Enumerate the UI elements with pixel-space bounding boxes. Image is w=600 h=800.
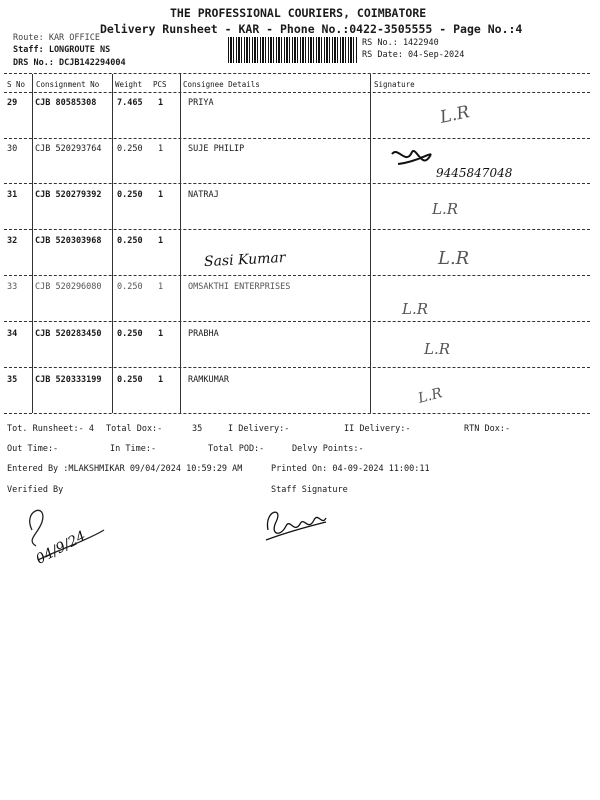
company-title: THE PROFESSIONAL COURIERS, COIMBATORE bbox=[170, 6, 427, 20]
handwritten-name: Sasi Kumar bbox=[203, 249, 286, 271]
row-sno: 33 bbox=[7, 282, 18, 292]
runsheet-title: Delivery Runsheet - KAR - Phone No.:0422-3505555 - Page No.:4 bbox=[100, 22, 523, 36]
row-sno: 30 bbox=[7, 144, 18, 154]
row-sno: 29 bbox=[7, 98, 18, 108]
delvy-points: Delvy Points:- bbox=[292, 444, 364, 454]
route-label: Route: KAR OFFICE bbox=[13, 33, 100, 43]
row-rule bbox=[4, 275, 590, 276]
row-sno: 35 bbox=[7, 375, 18, 385]
out-time: Out Time:- bbox=[7, 444, 59, 454]
row-rule bbox=[4, 183, 590, 184]
col-divider bbox=[112, 74, 113, 413]
row-weight: 0.250 bbox=[117, 329, 143, 339]
col-divider bbox=[370, 74, 371, 413]
total-pod: Total POD:- bbox=[208, 444, 265, 454]
row-weight: 0.250 bbox=[117, 190, 143, 200]
row-pcs: 1 bbox=[158, 236, 164, 246]
tot-runsheet: Tot. Runsheet:- 4 bbox=[7, 424, 94, 434]
row-pcs: 1 bbox=[158, 190, 164, 200]
total-dox-label: Total Dox:- bbox=[106, 424, 163, 434]
row-consignee: NATRAJ bbox=[188, 190, 219, 200]
staff-signature-label: Staff Signature bbox=[271, 485, 348, 495]
col-header-consignee: Consignee Details bbox=[183, 80, 260, 89]
i-delivery: I Delivery:- bbox=[228, 424, 290, 434]
printed-on: Printed On: 04-09-2024 11:00:11 bbox=[271, 464, 430, 474]
row-weight: 0.250 bbox=[117, 375, 143, 385]
col-header-sno: S No bbox=[7, 80, 26, 89]
row-signature: L.R bbox=[438, 102, 472, 128]
row-pcs: 1 bbox=[158, 375, 164, 385]
row-consignee: RAMKUMAR bbox=[188, 375, 229, 385]
entered-by: Entered By :MLAKSHMIKAR 09/04/2024 10:59:29 AM bbox=[7, 464, 243, 474]
in-time: In Time:- bbox=[110, 444, 157, 454]
row-weight: 0.250 bbox=[117, 282, 143, 292]
row-consignee: OMSAKTHI ENTERPRISES bbox=[188, 282, 291, 292]
row-rule bbox=[4, 138, 590, 139]
col-header-consignment: Consignment No bbox=[36, 80, 100, 89]
row-consignment: CJB 520333199 bbox=[35, 375, 102, 385]
row-pcs: 1 bbox=[158, 282, 164, 292]
row-consignment: CJB 520279392 bbox=[35, 190, 102, 200]
row-sno: 31 bbox=[7, 190, 18, 200]
row-consignment: CJB 520296080 bbox=[35, 282, 102, 292]
col-header-pcs: PCS bbox=[153, 80, 167, 89]
row-weight: 7.465 bbox=[117, 98, 143, 108]
row-pcs: 1 bbox=[158, 144, 164, 154]
rs-date: RS Date: 04-Sep-2024 bbox=[362, 50, 465, 60]
row-sno: 32 bbox=[7, 236, 18, 246]
row-signature: L.R bbox=[424, 340, 451, 358]
verified-date: 04/9/24 bbox=[33, 528, 89, 568]
row-rule bbox=[4, 321, 590, 322]
row-consignee: PRABHA bbox=[188, 329, 219, 339]
table-bottom-rule bbox=[4, 413, 590, 414]
col-header-weight: Weight bbox=[115, 80, 143, 89]
col-divider bbox=[32, 74, 33, 413]
signature-scribble bbox=[388, 144, 438, 174]
row-weight: 0.250 bbox=[117, 144, 143, 154]
row-weight: 0.250 bbox=[117, 236, 143, 246]
header-bottom-rule bbox=[4, 92, 590, 93]
staff-signature-scribble bbox=[262, 500, 332, 545]
table-top-rule bbox=[4, 73, 590, 74]
drs-number: DRS No.: DCJB142294004 bbox=[13, 58, 126, 68]
row-sno: 34 bbox=[7, 329, 18, 339]
row-signature: L.R bbox=[432, 200, 459, 218]
barcode bbox=[228, 37, 358, 63]
row-consignee: PRIYA bbox=[188, 98, 214, 108]
row-consignment: CJB 520303968 bbox=[35, 236, 102, 246]
rtn-dox: RTN Dox:- bbox=[464, 424, 511, 434]
row-rule bbox=[4, 367, 590, 368]
staff-label: Staff: LONGROUTE NS bbox=[13, 45, 111, 55]
row-pcs: 1 bbox=[158, 98, 164, 108]
row-signature: L.R bbox=[438, 248, 470, 269]
row-rule bbox=[4, 229, 590, 230]
total-dox-value: 35 bbox=[192, 424, 203, 434]
ii-delivery: II Delivery:- bbox=[344, 424, 411, 434]
row-signature: L.R bbox=[402, 300, 429, 318]
col-divider bbox=[180, 74, 181, 413]
rs-number: RS No.: 1422940 bbox=[362, 38, 439, 48]
phone-handwritten: 9445847048 bbox=[436, 166, 513, 180]
row-consignment: CJB 520283450 bbox=[35, 329, 102, 339]
row-consignment: CJB 520293764 bbox=[35, 144, 102, 154]
row-consignee: SUJE PHILIP bbox=[188, 144, 245, 154]
row-consignment: CJB 80585308 bbox=[35, 98, 97, 108]
row-signature: L.R bbox=[416, 385, 444, 407]
verified-by-label: Verified By bbox=[7, 485, 64, 495]
col-header-signature: Signature bbox=[374, 80, 415, 89]
row-pcs: 1 bbox=[158, 329, 164, 339]
